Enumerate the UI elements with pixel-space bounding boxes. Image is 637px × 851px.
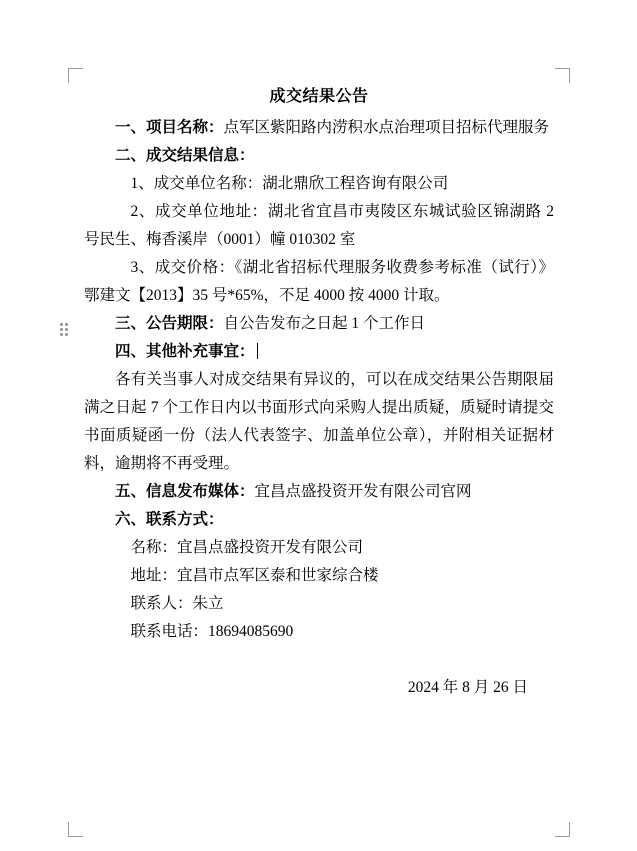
contact-line-person: 联系人：朱立 (130, 595, 224, 612)
crop-mark-bottom-right (555, 822, 570, 837)
section-notice-period-heading: 三、公告期限： (115, 315, 224, 332)
section-media (84, 478, 554, 506)
result-item-unit-address: 2、成交单位地址：湖北省宜昌市夷陵区东城试验区锦湖路 2 号民生、梅香溪岸（0001）幢 010302 室 (84, 203, 554, 248)
contact-line-phone: 联系电话：18694085690 (130, 623, 294, 640)
handle-dot (65, 323, 68, 326)
section-result-info-heading: 二、成交结果信息： (115, 147, 255, 164)
section-media-heading: 五、信息发布媒体： (115, 483, 255, 500)
section-result-info (84, 142, 554, 170)
crop-mark-bottom-left (68, 822, 83, 837)
contact-line-address: 地址：宜昌市点军区泰和世家综合楼 (130, 567, 379, 584)
handle-dot (60, 333, 63, 336)
text-cursor (257, 343, 258, 359)
section-project-name-value: 点军区紫阳路内涝积水点治理项目招标代理服务 (223, 119, 550, 136)
crop-mark-top-right (555, 68, 570, 83)
result-item-price: 3、成交价格：《湖北省招标代理服务收费参考标准（试行）》鄂建文【2013】35 号*65%，不足 4000 按 4000 计取。 (84, 259, 554, 304)
section-contact-heading-text: 六、联系方式： (115, 511, 224, 528)
crop-mark-top-left (68, 68, 83, 83)
section-contact-heading (84, 506, 554, 534)
result-item-unit-name: 1、成交单位名称：湖北鼎欣工程咨询有限公司 (130, 175, 449, 192)
section-media-value: 宜昌点盛投资开发有限公司官网 (254, 483, 472, 500)
section-notice-period-value: 自公告发布之日起 1 个工作日 (223, 315, 426, 332)
paragraph-drag-handle-icon[interactable] (60, 323, 70, 337)
section-notice-period (84, 310, 554, 338)
handle-dot (60, 328, 63, 331)
contact-line-name: 名称：宜昌点盛投资开发有限公司 (130, 539, 364, 556)
document-date: 2024 年 8 月 26 日 (407, 679, 528, 696)
section-supplementary-heading-text: 四、其他补充事宜： (115, 343, 255, 360)
document-body (84, 84, 554, 702)
handle-dot (65, 328, 68, 331)
section-project-name (84, 114, 554, 142)
handle-dot (65, 333, 68, 336)
section-supplementary-body: 各有关当事人对成交结果有异议的，可以在成交结果公告期限届满之日起 7 个工作日内以书面形式向采购人提出质疑，质疑时请提交书面质疑函一份（法人代表签字、加盖单位公章），并附相关证据材料，逾期将不再受理。 (84, 371, 554, 472)
section-supplementary-heading (84, 338, 554, 366)
handle-dot (60, 323, 63, 326)
document-title: 成交结果公告 (269, 88, 369, 105)
section-project-name-heading: 一、项目名称： (115, 119, 224, 136)
